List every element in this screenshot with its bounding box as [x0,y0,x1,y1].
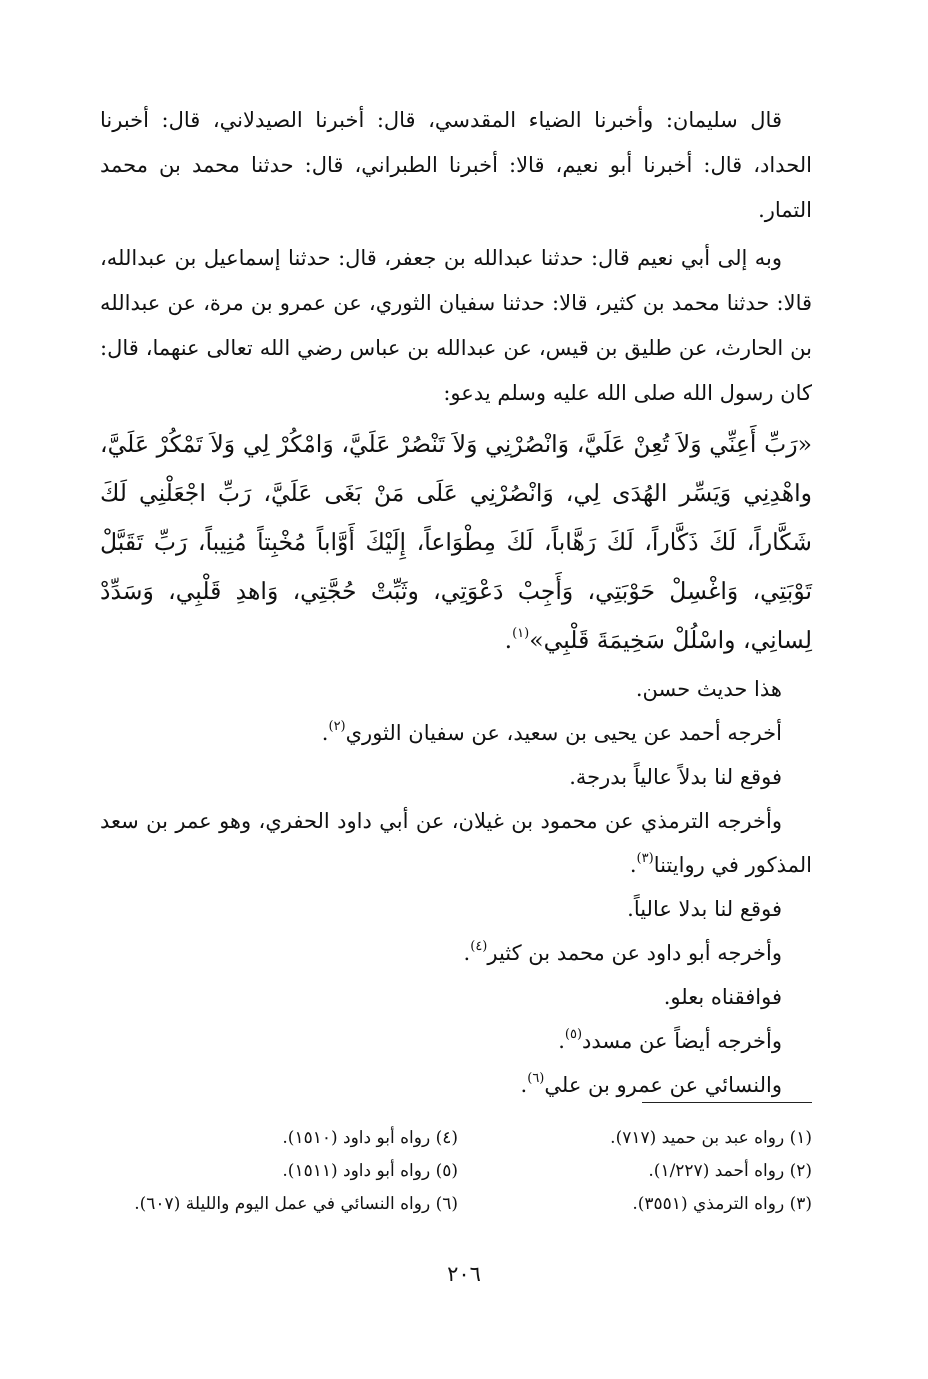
dua-period: . [504,626,513,654]
takhrij-tirmidhi [100,799,812,887]
dua-body: «رَبِّ أَعِنِّي وَلاَ تُعِنْ عَلَيَّ، وَانْصُرْنِي وَلاَ تَنْصُرْ عَلَيَّ، وَامْكُرْ لِي وَلاَ تَمْكُرْ عَلَيَّ، واهْدِنِي وَيَسِّر الهُدَى لِي، وَانْصُرْنِي عَلَى مَنْ بَغَى عَلَيَّ، رَبِّ اجْعَلْنِي لَكَ شَكَّاراً، لَكَ ذَكَّاراً، لَكَ رَهَّاباً، لَكَ مِطْوَاعاً، إِلَيْكَ أَوَّاباً مُخْبِتاً مُنِيباً، رَبِّ تَقَبَّلْ تَوْبَتِي، وَاغْسِلْ حَوْبَتِي، وَأَجِبْ دَعْوَتِي، وثَبِّتْ حُجَّتِي، وَاهدِ قَلْبِي، وَسَدِّدْ لِسانِي، واسْلُلْ سَخِيمَةَ قَلْبِي» [100,430,812,654]
period: . [558,1029,565,1053]
page-number: ٢٠٦ [447,1262,481,1286]
takhrij-tirmidhi-text: وأخرجه الترمذي عن محمود بن غيلان، عن أبي داود الحفري، وهو عمر بن سعد المذكور في روايتنا [100,809,812,877]
takhrij-musaddad [100,1019,812,1063]
footnote-ref-6: (٦) [527,1071,545,1086]
footnote-1: (١) رواه عبد بن حميد (٧١٧). [610,1128,812,1148]
footnote-2: (٢) رواه أحمد (١/٢٢٧). [648,1161,812,1181]
footnotes-column-left [134,1122,458,1221]
muwafaqa-line: فوافقناه بعلو. [663,985,782,1009]
takhrij-abu-dawud-text: وأخرجه أبو داود عن محمد بن كثير [487,941,782,965]
takhrij-ahmad [100,711,812,755]
grading-line: هذا حديث حسن. [635,677,782,701]
takhrij-nasai-text: والنسائي عن عمرو بن علي [544,1073,782,1097]
footnote-3: (٣) رواه الترمذي (٣٥٥١). [632,1194,812,1214]
takhrij-musaddad-text: وأخرجه أيضاً عن مسدد [582,1029,782,1053]
footnote-ref-3: (٣) [636,851,654,866]
takhrij-ahmad-text: أخرجه أحمد عن يحيى بن سعيد، عن سفيان الثوري [345,721,782,745]
footnote-5: (٥) رواه أبو داود (١٥١١). [282,1161,458,1181]
footnote-6: (٦) رواه النسائي في عمل اليوم والليلة (٦٠٧). [134,1194,458,1214]
footnote-separator [642,1102,812,1103]
page-body [100,98,812,1107]
footnote-ref-5: (٥) [564,1027,583,1042]
takhrij-nasai [100,1063,812,1107]
footnote-ref-1: (١) [512,626,530,642]
footnote-4: (٤) رواه أبو داود (١٥١٠). [282,1128,458,1148]
footnote-ref-2: (٢) [328,719,346,734]
period: . [629,853,637,877]
footnotes-column-right [610,1122,812,1221]
takhrij-abu-dawud [100,931,812,975]
dua-text [100,420,812,665]
period: . [463,941,471,965]
period: . [520,1073,528,1097]
isnad-paragraph-2: وبه إلى أبي نعيم قال: حدثنا عبدالله بن جعفر، قال: حدثنا إسماعيل بن عبدالله، قالا: حدثنا محمد بن كثير، قالا: حدثنا سفيان الثوري، عن عمرو بن مرة، عن عبدالله بن الحارث، عن طليق بن قيس، عن عبدالله بن عباس رضي الله تعالى عنهما، قال: كان رسول الله صلى الله عليه وسلم يدعو: [100,246,812,405]
period: . [321,721,329,745]
badal-line-2: فوقع لنا بدلا عالياً. [627,897,782,921]
footnote-ref-4: (٤) [470,939,488,954]
badal-line-1: فوقع لنا بدلاً عالياً بدرجة. [569,765,782,789]
isnad-paragraph-1: قال سليمان: وأخبرنا الضياء المقدسي، قال: أخبرنا الصيدلاني، قال: أخبرنا الحداد، قال: أخبرنا أبو نعيم، قالا: أخبرنا الطبراني، قال: حدثنا محمد بن محمد التمار. [100,108,812,222]
